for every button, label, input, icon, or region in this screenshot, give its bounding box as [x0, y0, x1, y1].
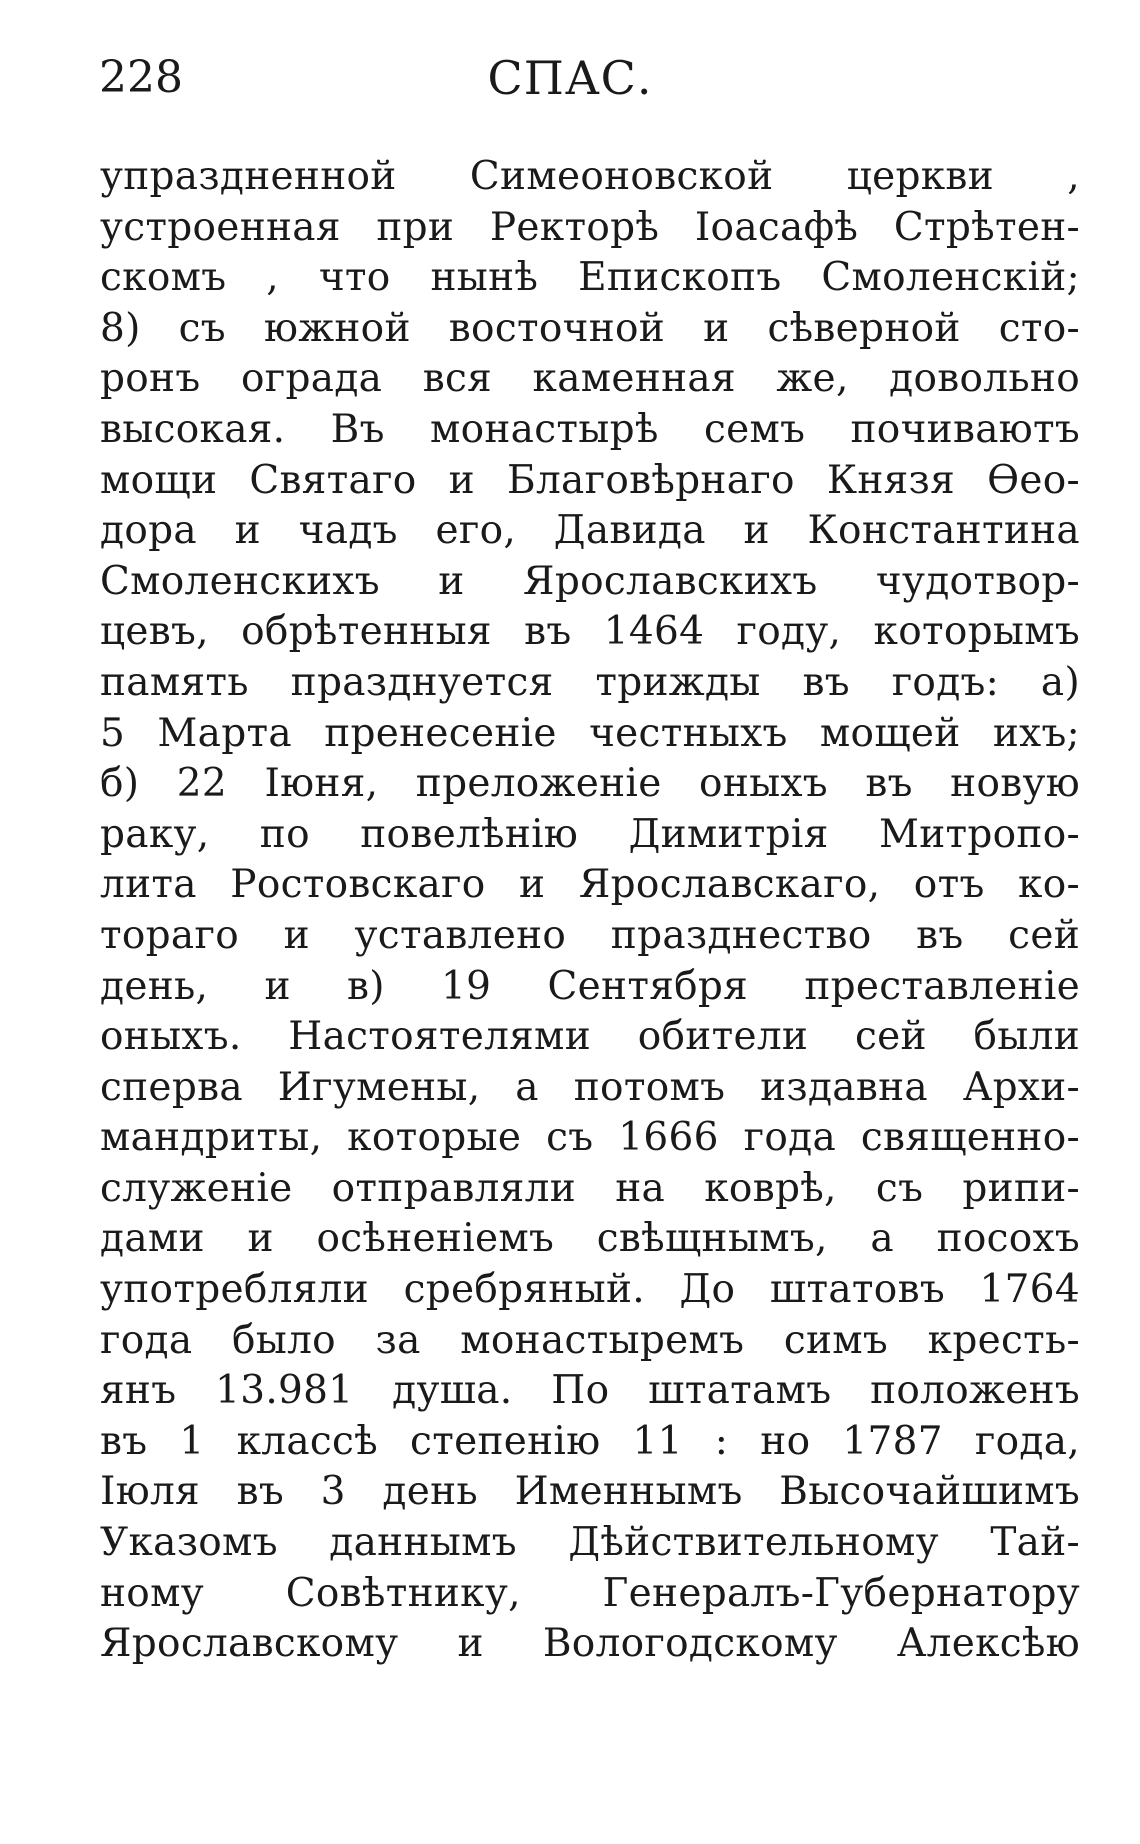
text-line: оныхъ. Настоятелями обители сей были: [100, 1014, 1080, 1060]
body-text: [100, 152, 1080, 1670]
text-line: Указомъ даннымъ Дѣйствительному Тай-: [100, 1520, 1080, 1566]
text-line: б) 22 Іюня, преложеніе оныхъ въ новую: [100, 761, 1080, 807]
text-line: лита Ростовскаго и Ярославскаго, отъ ко-: [100, 862, 1080, 908]
text-line: Ярославскому и Вологодскому Алексѣю: [100, 1621, 1080, 1667]
running-head: СПАС.: [487, 51, 653, 105]
text-line: память празднуется трижды въ годъ: а): [100, 659, 1080, 705]
text-line: сперва Игумены, а потомъ издавна Архи-: [100, 1064, 1080, 1110]
text-line: мощи Святаго и Благовѣрнаго Князя Ѳео-: [100, 457, 1080, 503]
text-line: 5 Марта пренесеніе честныхъ мощей ихъ;: [100, 710, 1080, 756]
text-line: дора и чадъ его, Давида и Константина: [100, 508, 1080, 554]
text-line: янъ 13.981 душа. По штатамъ положенъ: [100, 1368, 1080, 1414]
text-line: Іюля въ 3 день Именнымъ Высочайшимъ: [100, 1469, 1080, 1515]
text-line: Смоленскихъ и Ярославскихъ чудотвор-: [100, 558, 1080, 604]
page-header: [95, 48, 1045, 108]
text-line: года было за монастыремъ симъ кресть-: [100, 1317, 1080, 1363]
text-line: ронъ ограда вся каменная же, довольно: [100, 356, 1080, 402]
page-number: 228: [99, 52, 183, 103]
text-line: упраздненной Симеоновской церкви ,: [100, 154, 1080, 199]
text-line: цевъ, обрѣтенныя въ 1464 году, которымъ: [100, 609, 1080, 655]
text-line: устроенная при Ректорѣ Іоасафѣ Стрѣтен-: [100, 204, 1080, 250]
text-line: день, и в) 19 Сентября преставленіе: [100, 963, 1080, 1009]
text-line: мандриты, которые съ 1666 года священно-: [100, 1115, 1080, 1161]
text-line: 8) съ южной восточной и сѣверной сто-: [100, 305, 1080, 351]
text-line: высокая. Въ монастырѣ семъ почиваютъ: [100, 406, 1080, 452]
text-line: ному Совѣтнику, Генералъ-Губернатору: [100, 1570, 1080, 1616]
text-line: тораго и уставлено празднество въ сей: [100, 912, 1080, 958]
text-line: употребляли сребряный. До штатовъ 1764: [100, 1267, 1080, 1313]
text-line: служеніе отправляли на коврѣ, съ рипи-: [100, 1165, 1080, 1211]
text-line: раку, по повелѣнію Димитрія Митропо-: [100, 811, 1080, 857]
text-line: дами и осѣненіемъ свѣщнымъ, а посохъ: [100, 1216, 1080, 1262]
text-line: въ 1 классѣ степенію 11 : но 1787 года,: [100, 1418, 1080, 1464]
text-line: скомъ , что нынѣ Епископъ Смоленскій;: [100, 255, 1080, 301]
